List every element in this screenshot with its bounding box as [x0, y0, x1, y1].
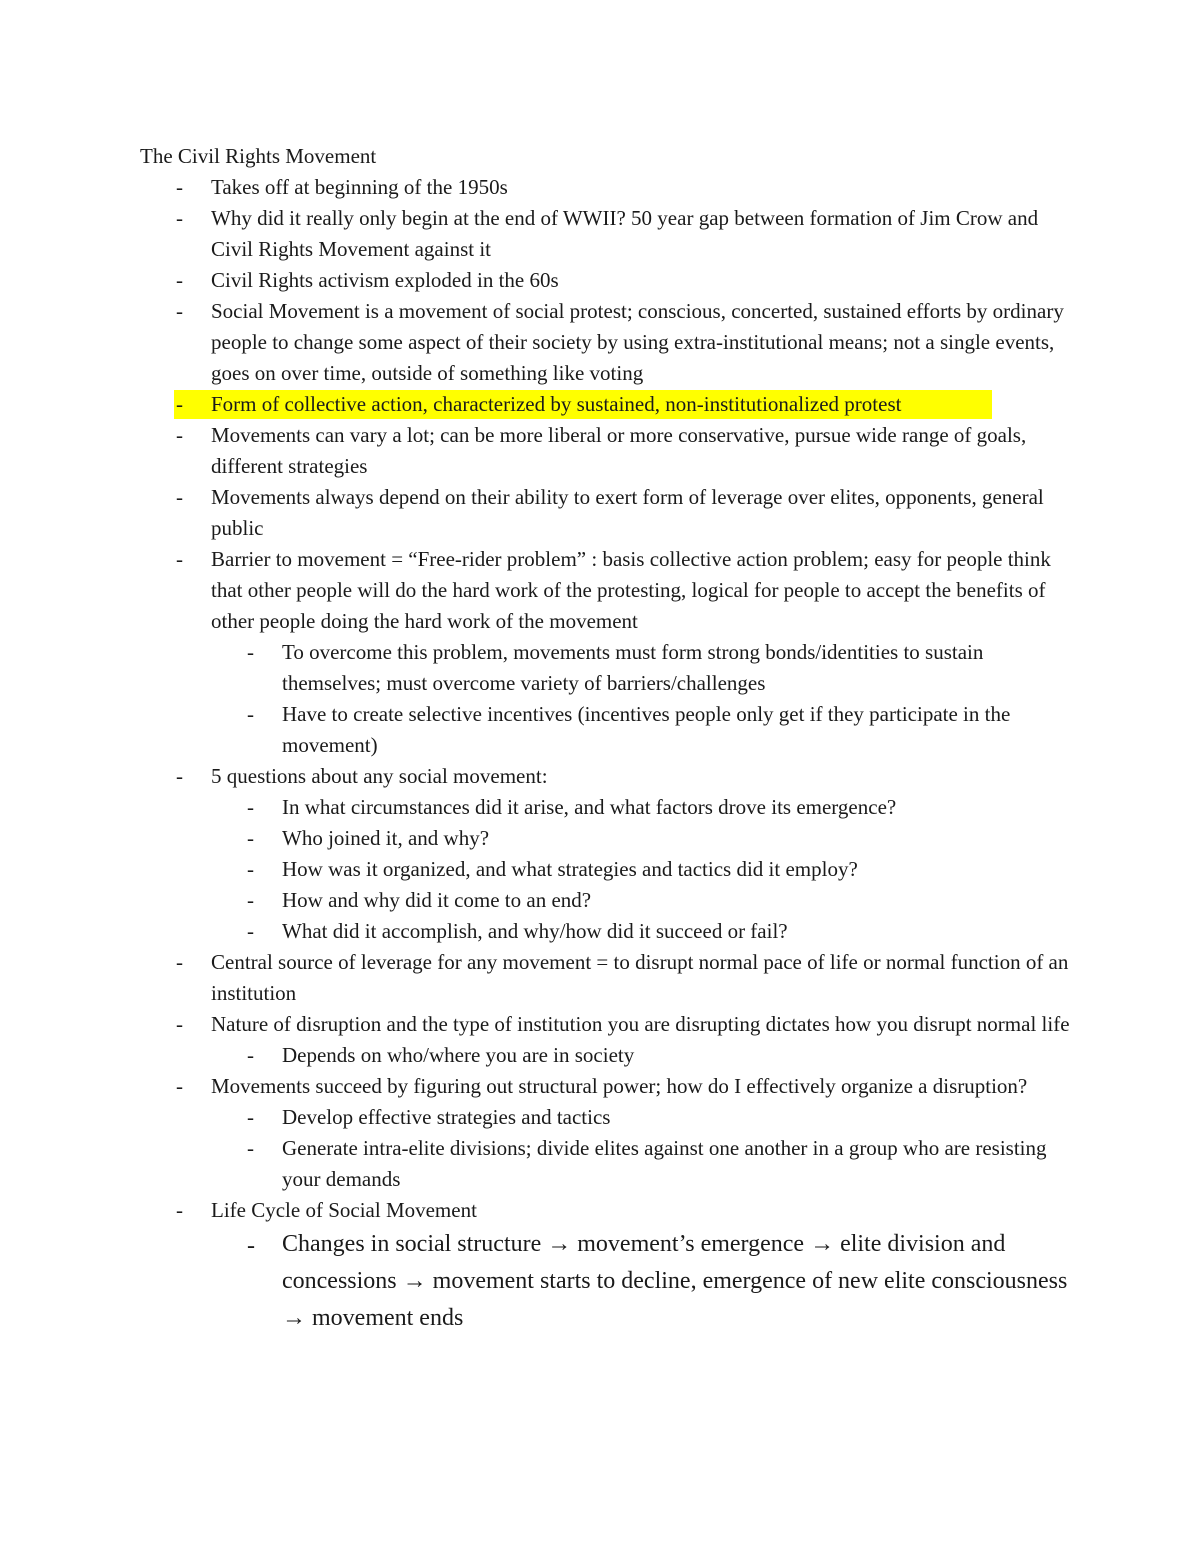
list-item: [0, 296, 1200, 389]
list-item: [0, 482, 1200, 544]
sub-list-item: [0, 637, 1200, 699]
bullet-list: [0, 172, 1200, 1337]
list-item: [0, 420, 1200, 482]
list-item-text: Form of collective action, characterized by sustained, non-institutionalized protest: [211, 392, 902, 416]
bullet-dash: -: [176, 423, 183, 447]
list-item: [0, 544, 1200, 637]
list-item-text: Takes off at beginning of the 1950s: [211, 175, 508, 199]
sub-list-item: [0, 1226, 1200, 1337]
bullet-dash: -: [247, 888, 254, 912]
sub-list-item: [0, 823, 1200, 854]
sub-list-item: [0, 1040, 1200, 1071]
sub-list-item: [0, 792, 1200, 823]
list-item-text: Who joined it, and why?: [282, 826, 490, 850]
list-item: [0, 1195, 1200, 1226]
sub-list-item: [0, 1133, 1200, 1195]
list-item-text: Develop effective strategies and tactics: [282, 1105, 611, 1129]
bullet-dash: -: [176, 950, 183, 974]
list-item-text: How was it organized, and what strategies and tactics did it employ?: [282, 857, 858, 881]
list-item: [0, 1071, 1200, 1102]
sub-list-item: [0, 699, 1200, 761]
bullet-dash: -: [176, 175, 183, 199]
bullet-dash: -: [176, 1074, 183, 1098]
bullet-dash: -: [247, 1233, 255, 1259]
list-item-text: Have to create selective incentives (incentives people only get if they participate in the movement): [282, 702, 1011, 757]
list-item-text: In what circumstances did it arise, and what factors drove its emergence?: [282, 795, 897, 819]
bullet-dash: -: [247, 1105, 254, 1129]
list-item-text: Changes in social structure → movement’s emergence → elite division and concessions → movement starts to decline, emergence of new elite consciousness → movement ends: [282, 1231, 1068, 1331]
list-item: [0, 203, 1200, 265]
list-item-text: How and why did it come to an end?: [282, 888, 592, 912]
list-item-text: Civil Rights activism exploded in the 60s: [211, 268, 559, 292]
document-title: The Civil Rights Movement: [140, 144, 377, 168]
list-item-text: Social Movement is a movement of social protest; conscious, concerted, sustained efforts by ordinary people to change some aspect of their society by using extra-institutional means; not a single events, goes on over time, outside of something like voting: [211, 299, 1064, 385]
list-item-text: Nature of disruption and the type of institution you are disrupting dictates how you disrupt normal life: [211, 1012, 1070, 1036]
bullet-dash: -: [247, 919, 254, 943]
list-item-text: Barrier to movement = “Free-rider problem” : basis collective action problem; easy for people think that other people will do the hard work of the protesting, logical for people to accept the benefits of other people doing the hard work of the movement: [211, 547, 1051, 633]
bullet-dash: -: [247, 1043, 254, 1067]
list-item: [0, 172, 1200, 203]
bullet-dash: -: [176, 1198, 183, 1222]
bullet-dash: -: [247, 702, 254, 726]
sub-list-item: [0, 916, 1200, 947]
list-item: [0, 1009, 1200, 1040]
list-item-text: Movements succeed by figuring out structural power; how do I effectively organize a disruption?: [211, 1074, 1028, 1098]
list-item-text: Why did it really only begin at the end of WWII? 50 year gap between formation of Jim Crow and Civil Rights Movement against it: [211, 206, 1039, 261]
bullet-dash: -: [176, 764, 183, 788]
list-item-text: 5 questions about any social movement:: [211, 764, 548, 788]
bullet-dash: -: [176, 206, 183, 230]
list-item-text: To overcome this problem, movements must form strong bonds/identities to sustain themselves; must overcome variety of barriers/challenges: [282, 640, 984, 695]
bullet-dash: -: [247, 795, 254, 819]
bullet-dash: -: [247, 857, 254, 881]
list-item-text: Life Cycle of Social Movement: [211, 1198, 477, 1222]
bullet-dash: -: [176, 392, 183, 416]
bullet-dash: -: [176, 547, 183, 571]
bullet-dash: -: [247, 1136, 254, 1160]
bullet-dash: -: [176, 1012, 183, 1036]
bullet-dash: -: [176, 268, 183, 292]
bullet-dash: -: [247, 640, 254, 664]
list-item: [0, 389, 1200, 420]
bullet-dash: -: [176, 485, 183, 509]
list-item-text: Movements always depend on their ability to exert form of leverage over elites, opponents, general public: [211, 485, 1044, 540]
list-item-text: Movements can vary a lot; can be more liberal or more conservative, pursue wide range of goals, different strategies: [211, 423, 1027, 478]
list-item: [0, 265, 1200, 296]
sub-list-item: [0, 854, 1200, 885]
bullet-dash: -: [176, 299, 183, 323]
list-item-text: Depends on who/where you are in society: [282, 1043, 635, 1067]
list-item-text: What did it accomplish, and why/how did it succeed or fail?: [282, 919, 788, 943]
list-item-text: Central source of leverage for any movement = to disrupt normal pace of life or normal function of an institution: [211, 950, 1069, 1005]
bullet-dash: -: [247, 826, 254, 850]
list-item: [0, 947, 1200, 1009]
list-item-text: Generate intra-elite divisions; divide elites against one another in a group who are resisting your demands: [282, 1136, 1047, 1191]
list-item: [0, 761, 1200, 792]
sub-list-item: [0, 885, 1200, 916]
sub-list-item: [0, 1102, 1200, 1133]
